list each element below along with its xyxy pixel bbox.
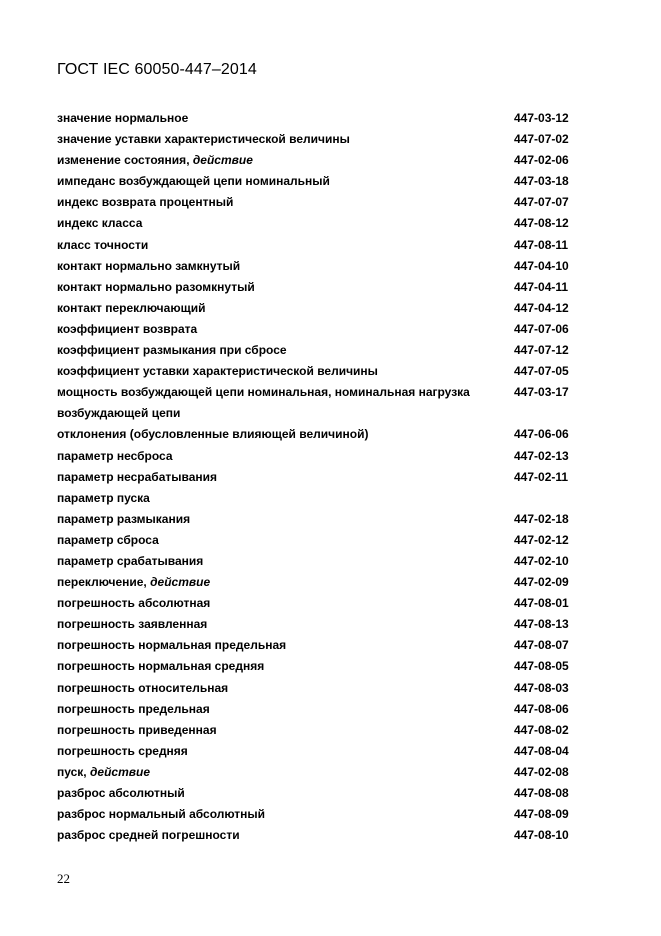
term-text: разброс средней погрешности (57, 828, 240, 843)
index-entry (57, 614, 577, 635)
term-text: погрешность средняя (57, 743, 188, 758)
index-entry (57, 319, 577, 340)
term-text: коэффициент размыкания при сбросе (57, 343, 287, 358)
term-text: параметр срабатывания (57, 553, 204, 568)
index-term (57, 488, 150, 509)
term-code: 447-02-06 (514, 153, 569, 168)
index-term (57, 424, 368, 445)
term-code: 447-02-09 (514, 575, 569, 590)
index-entry-continuation (57, 403, 577, 424)
index-entry (57, 213, 577, 234)
term-text: параметр несброса (57, 448, 173, 463)
term-text: контакт переключающий (57, 300, 206, 315)
term-code: 447-08-04 (514, 743, 569, 758)
term-text: пуск, (57, 764, 90, 779)
term-text: отклонения (обусловленные влияющей величиной) (57, 427, 369, 442)
term-code: 447-02-10 (514, 553, 569, 568)
term-note: действие (150, 575, 211, 590)
term-text: переключение, (57, 575, 151, 590)
term-text: погрешность заявленная (57, 617, 208, 632)
index-term (57, 720, 217, 741)
index-entry (57, 256, 577, 277)
term-index-list (57, 108, 577, 846)
term-text: коэффициент уставки характеристической величины (57, 364, 378, 379)
term-code: 447-02-13 (514, 448, 569, 463)
term-text: индекс возврата процентный (57, 195, 234, 210)
term-code: 447-08-07 (514, 638, 569, 653)
index-entry (57, 488, 577, 509)
index-entry (57, 446, 577, 467)
index-entry (57, 699, 577, 720)
term-text: разброс нормальный абсолютный (57, 807, 266, 822)
index-entry (57, 741, 577, 762)
term-text: погрешность абсолютная (57, 596, 211, 611)
index-entry (57, 467, 577, 488)
index-term (57, 150, 253, 171)
page-number: 22 (57, 871, 70, 886)
index-term (57, 572, 210, 593)
term-text: погрешность нормальная средняя (57, 659, 265, 674)
term-text: параметр сброса (57, 532, 159, 547)
index-entry (57, 530, 577, 551)
index-entry (57, 720, 577, 741)
term-code: 447-08-11 (514, 237, 569, 252)
term-code: 447-07-07 (514, 195, 569, 210)
term-code: 447-08-06 (514, 701, 569, 716)
index-term (57, 635, 286, 656)
index-term (57, 340, 287, 361)
index-term (57, 108, 188, 129)
index-entry (57, 804, 577, 825)
index-entry (57, 825, 577, 846)
term-note: действие (192, 153, 253, 168)
term-code: 447-04-11 (514, 279, 569, 294)
term-text: погрешность приведенная (57, 722, 217, 737)
term-code: 447-08-09 (514, 807, 569, 822)
term-code: 447-08-12 (514, 216, 569, 231)
term-text: параметр пуска (57, 490, 150, 505)
index-term (57, 699, 210, 720)
document-title: ГОСТ IEC 60050-447–2014 (57, 61, 257, 78)
index-entry (57, 762, 577, 783)
index-term (57, 403, 180, 424)
term-text: возбуждающей цепи (57, 406, 181, 421)
term-code: 447-03-18 (514, 174, 569, 189)
term-text: коэффициент возврата (57, 321, 198, 336)
term-code: 447-08-03 (514, 680, 569, 695)
index-entry (57, 171, 577, 192)
index-entry (57, 424, 577, 445)
index-entry (57, 192, 577, 213)
index-entry (57, 572, 577, 593)
term-code: 447-08-13 (514, 617, 569, 632)
index-entry (57, 108, 577, 129)
term-code: 447-02-12 (514, 532, 569, 547)
index-term (57, 446, 173, 467)
term-code: 447-07-12 (514, 343, 569, 358)
term-code: 447-02-08 (514, 764, 569, 779)
term-code: 447-07-06 (514, 321, 569, 336)
index-entry (57, 277, 577, 298)
term-text: значение уставки характеристической величины (57, 132, 350, 147)
term-code: 447-08-10 (514, 828, 569, 843)
index-term (57, 298, 205, 319)
term-text: контакт нормально разомкнутый (57, 279, 255, 294)
index-entry (57, 150, 577, 171)
term-text: погрешность нормальная предельная (57, 638, 287, 653)
term-code: 447-02-18 (514, 511, 569, 526)
index-term (57, 804, 265, 825)
index-term (57, 361, 378, 382)
index-term (57, 467, 217, 488)
term-code: 447-03-17 (514, 385, 569, 400)
index-term (57, 741, 188, 762)
index-entry (57, 656, 577, 677)
term-code: 447-07-05 (514, 364, 569, 379)
term-code: 447-04-10 (514, 258, 569, 273)
term-code: 447-08-02 (514, 722, 569, 737)
term-text: параметр размыкания (57, 511, 191, 526)
term-text: значение нормальное (57, 111, 189, 125)
index-entry (57, 678, 577, 699)
index-term (57, 129, 350, 150)
index-entry (57, 593, 577, 614)
term-code: 447-07-02 (514, 132, 569, 147)
index-term (57, 825, 240, 846)
index-entry (57, 129, 577, 150)
index-entry (57, 340, 577, 361)
term-text: погрешность относительная (57, 680, 229, 695)
index-term (57, 235, 148, 256)
index-entry (57, 783, 577, 804)
index-term (57, 593, 210, 614)
index-term (57, 656, 264, 677)
index-entry (57, 382, 577, 403)
term-text: контакт нормально замкнутый (57, 258, 241, 273)
index-term (57, 319, 197, 340)
term-code: 447-06-06 (514, 427, 569, 442)
index-entry (57, 509, 577, 530)
index-term (57, 614, 207, 635)
index-term (57, 551, 203, 572)
index-term (57, 277, 255, 298)
term-text: параметр несрабатывания (57, 469, 218, 484)
term-code: 447-08-08 (514, 786, 569, 800)
index-term (57, 783, 185, 804)
index-term (57, 256, 240, 277)
term-code: 447-03-12 (514, 111, 569, 125)
term-text: импеданс возбуждающей цепи номинальный (57, 174, 330, 189)
index-term (57, 171, 330, 192)
term-text: класс точности (57, 237, 149, 252)
term-code: 447-04-12 (514, 300, 569, 315)
index-term (57, 192, 233, 213)
term-code: 447-02-11 (514, 469, 569, 484)
index-term (57, 762, 150, 783)
index-entry (57, 361, 577, 382)
term-text: индекс класса (57, 216, 143, 231)
term-code: 447-08-01 (514, 596, 569, 611)
term-text: погрешность предельная (57, 701, 210, 716)
term-text: мощность возбуждающей цепи номинальная, номинальная нагрузка (57, 385, 470, 400)
term-text: изменение состояния, (57, 153, 193, 168)
index-entry (57, 298, 577, 319)
term-note: действие (89, 764, 151, 779)
index-term (57, 382, 470, 403)
index-term (57, 530, 159, 551)
index-term (57, 509, 190, 530)
term-text: разброс абсолютный (57, 786, 185, 800)
index-term (57, 678, 228, 699)
index-term (57, 213, 142, 234)
term-code: 447-08-05 (514, 659, 569, 674)
index-entry (57, 235, 577, 256)
index-entry (57, 635, 577, 656)
index-entry (57, 551, 577, 572)
